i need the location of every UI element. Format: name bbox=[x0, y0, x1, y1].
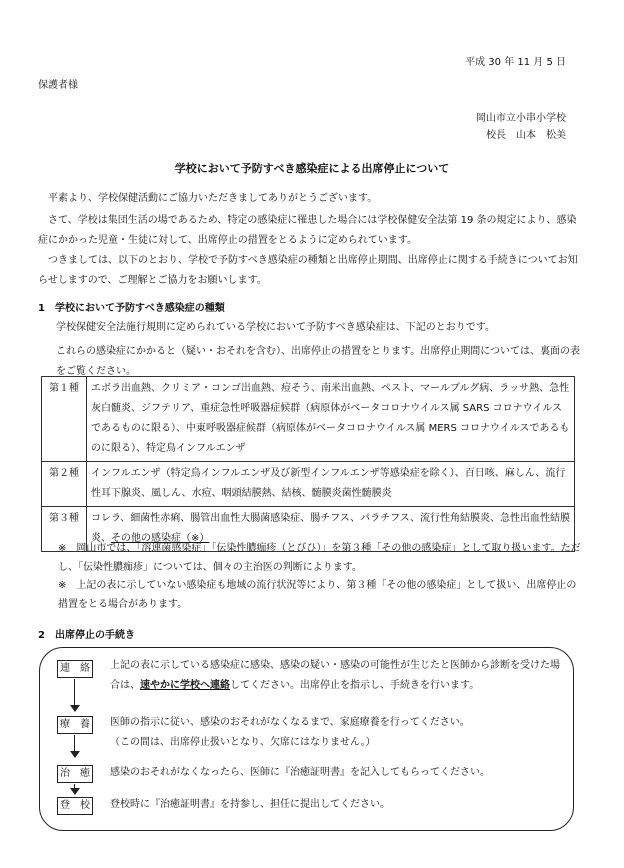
disease-list: エボラ出血熱、クリミア・コンゴ出血熱、痘そう、南米出血熱、ペスト、マールブルグ病、ラッサ熱、急性灰白髄炎、ジフテリア、重症急性呼吸器症候群（病原体がベータコロナウイルス属 SARS コロナウイルスであるものに限る）、中東呼吸器症候群（病原体がベータコロナウイルス属 MERS コロナウイルスであるものに限る）、特定鳥インフルエンザ bbox=[87, 377, 575, 462]
step-rest-label: 療 養 bbox=[57, 716, 93, 734]
step-rest-text: 医師の指示に従い、感染のおそれがなくなるまで、家庭療養を行ってください。 （この間は、出席停止扱いとなり、欠席にはなりません。） bbox=[110, 717, 470, 748]
arrow-line bbox=[74, 679, 75, 707]
step-cure-label: 治 癒 bbox=[57, 765, 93, 783]
procedure-box bbox=[39, 647, 574, 831]
class-label: 第１種 bbox=[42, 377, 87, 462]
note-other: ※ 上記の表に示していない感染症も地域の流行状況等により、第３種「その他の感染症」として扱い、出席停止の措置をとる場合があります。 bbox=[58, 580, 577, 610]
step-return-text: 登校時に『治癒証明書』を持参し、担任に提出してください。 bbox=[110, 799, 390, 810]
principal-name: 校長 山本 松美 bbox=[486, 130, 566, 141]
other-diseases-underlined: その他の感染症（※） bbox=[111, 533, 210, 544]
recipient: 保護者様 bbox=[38, 80, 78, 91]
class-label: 第２種 bbox=[42, 462, 87, 507]
contact-school-underlined: 速やかに学校へ連絡 bbox=[140, 680, 230, 691]
note-okayama: ※ 岡山市では、「溶連菌感染症」「伝染性膿痂疹（とびひ）」を第３種「その他の感染症」として取り扱います。ただし、「伝染性膿痂疹」については、個々の主治医の判断によります。 bbox=[58, 543, 581, 573]
section1-heading: 1 学校において予防すべき感染症の種類 bbox=[38, 303, 225, 314]
disease-list: インフルエンザ（特定鳥インフルエンザ及び新型インフルエンザ等感染症を除く）、百日咳、麻しん、流行性耳下腺炎、風しん、水痘、咽頭結膜熱、結核、髄膜炎菌性髄膜炎 bbox=[87, 462, 575, 507]
intro-paragraph-1: 平素より、学校保健活動にご協力いただきましてありがとうございます。 bbox=[48, 193, 378, 204]
class-label: 第３種 bbox=[42, 507, 87, 552]
document-title: 学校において予防すべき感染症による出席停止について bbox=[174, 162, 450, 175]
school-name: 岡山市立小串小学校 bbox=[476, 113, 566, 124]
table-row bbox=[42, 377, 575, 462]
disease-list: コレラ、細菌性赤痢、腸管出血性大腸菌感染症、腸チフス、パラチフス、流行性角結膜炎、急性出血性結膜炎、その他の感染症（※） bbox=[87, 507, 575, 552]
intro-paragraph-2: さて、学校は集団生活の場であるため、特定の感染症に罹患した場合には学校保健安全法第 19 条の規定により、感染症にかかった児童・生徒に対して、出席停止の措置をとるように定められています。 bbox=[38, 215, 577, 246]
section1-line-1: 学校保健安全法施行規則に定められている学校において予防すべき感染症は、下記のとおりです。 bbox=[56, 322, 495, 333]
intro-paragraph-3: つきましては、以下のとおり、学校で予防すべき感染症の種類と出席停止期間、出席停止に関する手続きについてお知らせしますので、ご理解とご協力をお願いします。 bbox=[38, 255, 578, 286]
issue-date: 平成 30 年 11 月 5 日 bbox=[465, 57, 566, 68]
section2-heading: 2 出席停止の手続き bbox=[38, 630, 135, 641]
step-cure-text: 感染のおそれがなくなったら、医師に『治癒証明書』を記入してもらってください。 bbox=[110, 767, 490, 778]
step-contact-text: 上記の表に示している感染症に感染、感染の疑い・感染の可能性が生じたと医師から診断を受けた場合は、速やかに学校へ連絡してください。出席停止を指示し、手続きを行います。 bbox=[110, 660, 560, 691]
down-arrow-icon bbox=[70, 751, 80, 758]
disease-table bbox=[41, 376, 575, 552]
section1-line-2: これらの感染症にかかると（疑い・おそれを含む）、出席停止の措置をとります。出席停止期間については、裏面の表をご覧ください。 bbox=[56, 346, 580, 377]
table-row bbox=[42, 462, 575, 507]
step-contact-label: 連 絡 bbox=[57, 660, 93, 678]
down-arrow-icon bbox=[70, 705, 80, 712]
step-return-label: 登 校 bbox=[57, 797, 93, 815]
down-arrow-icon bbox=[70, 788, 80, 795]
